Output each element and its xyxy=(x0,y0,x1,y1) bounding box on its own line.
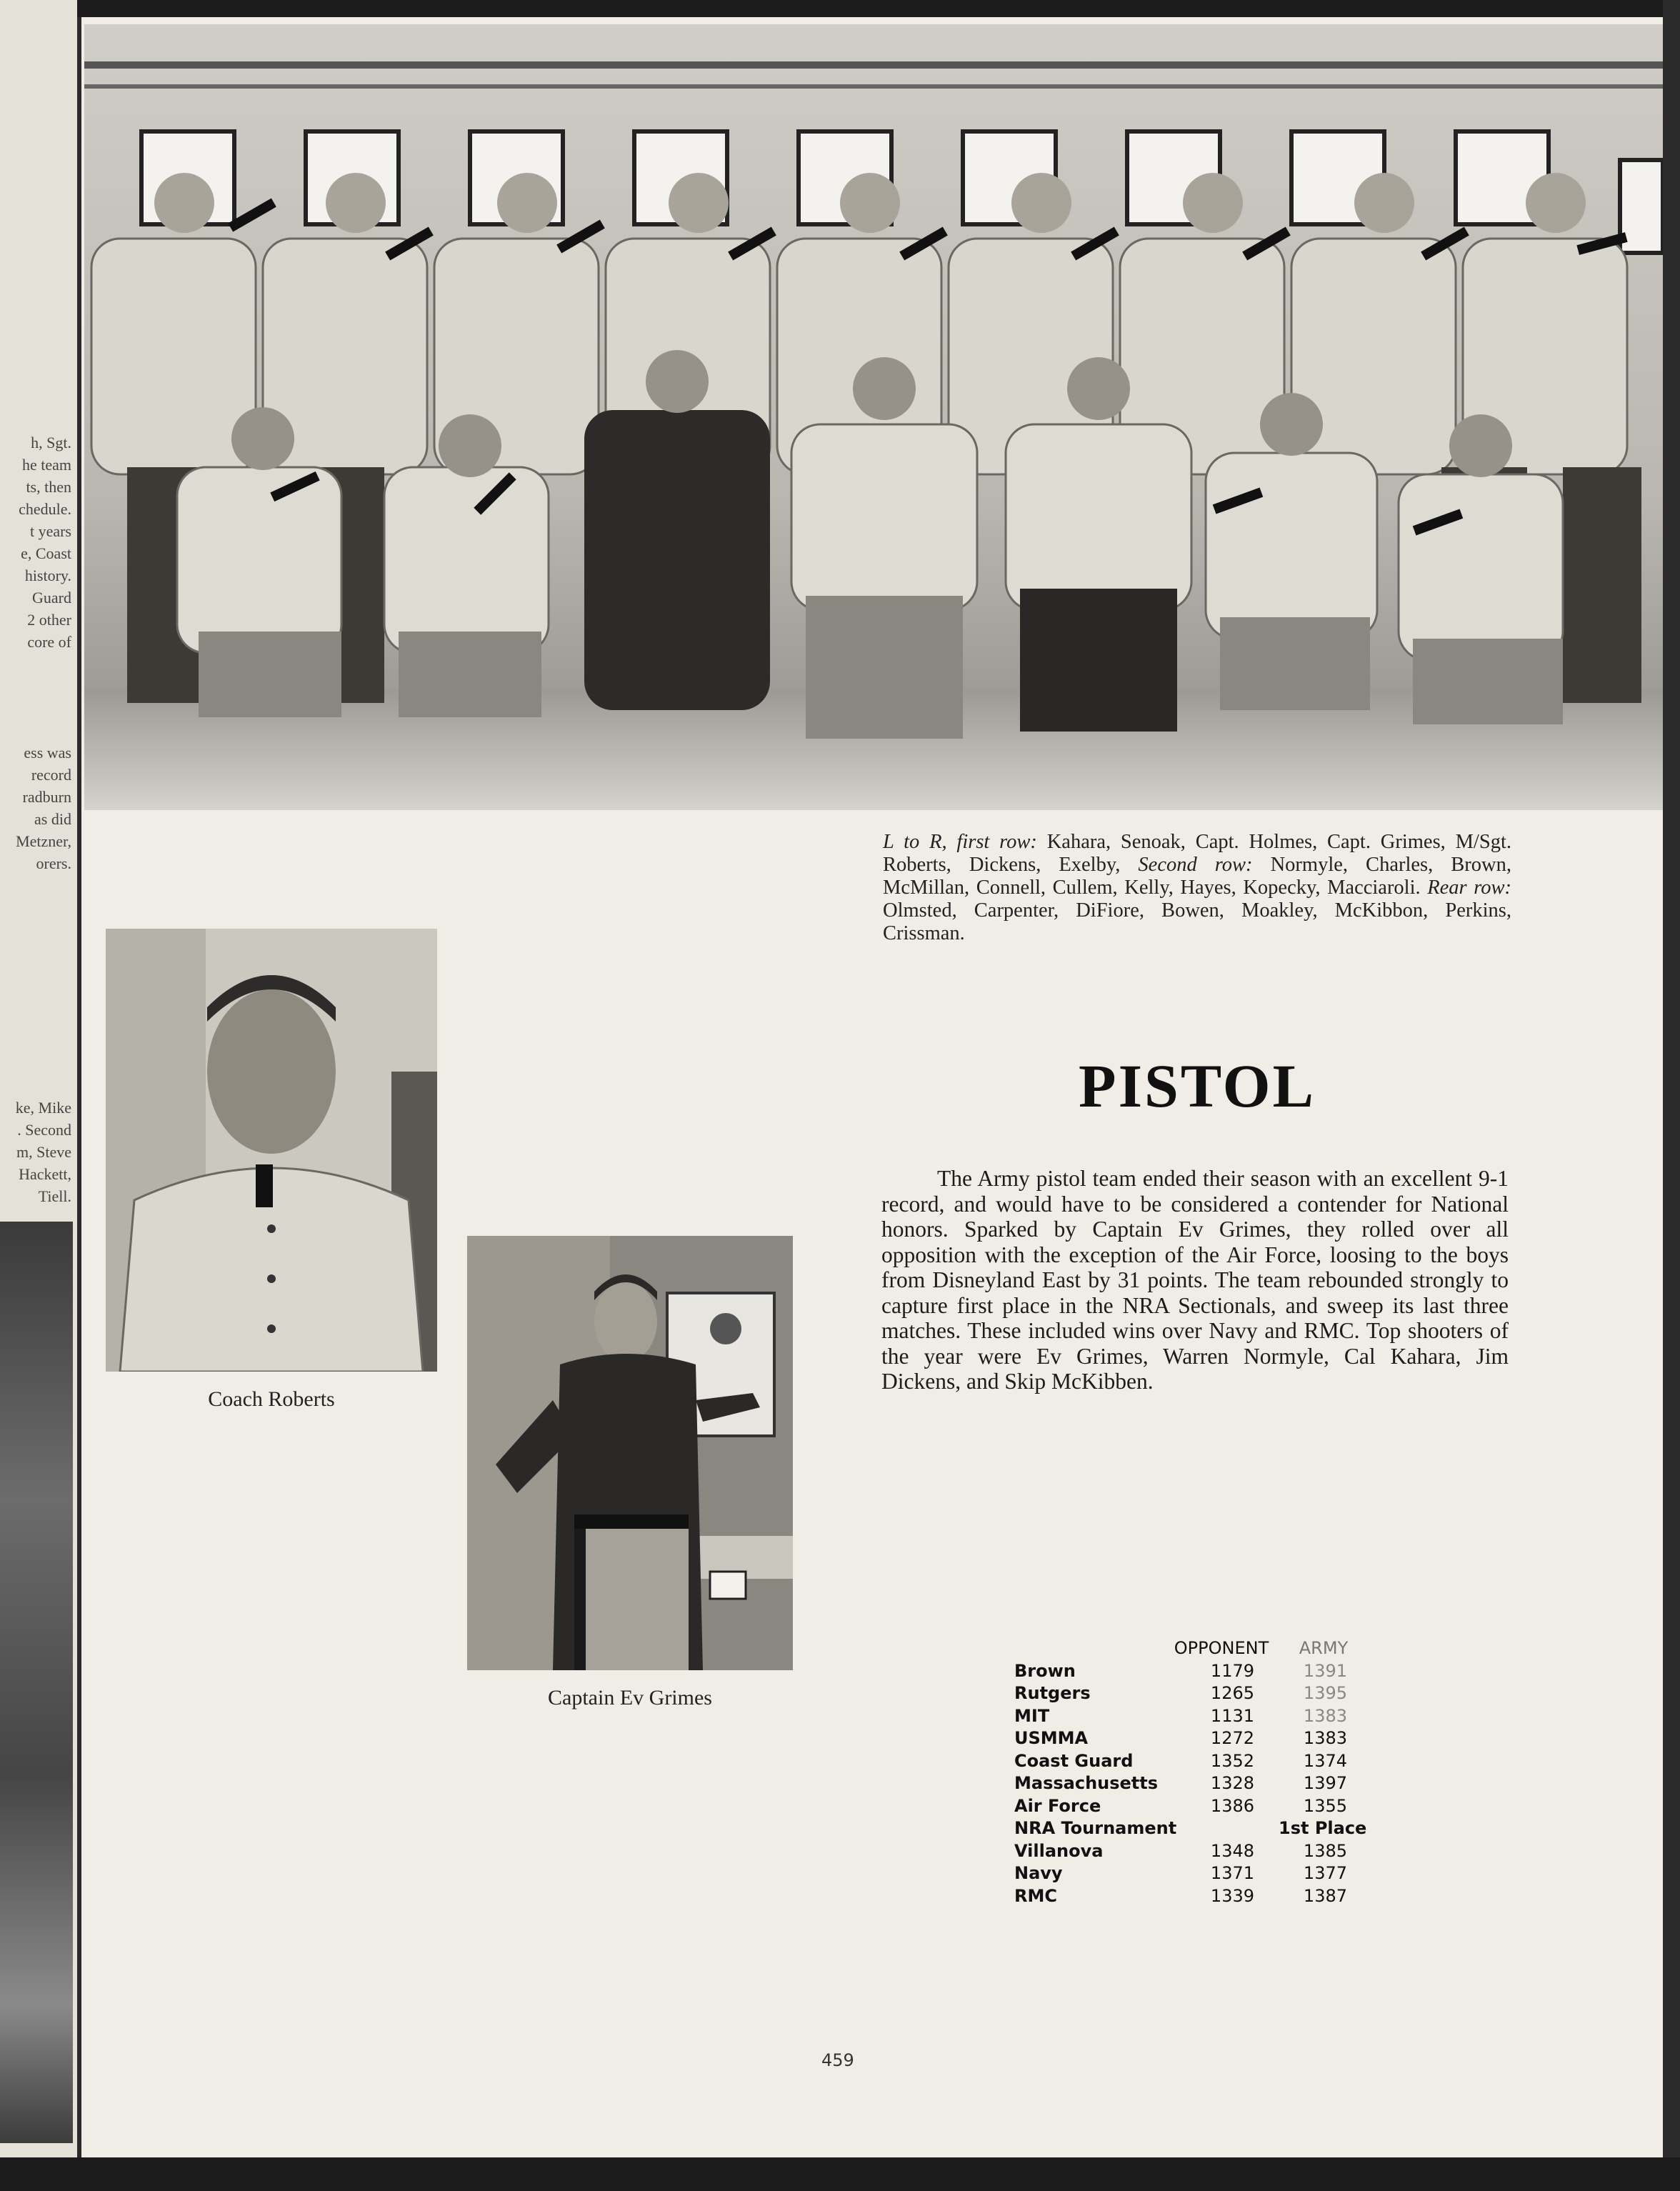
caption-first-row-label: L to R, first row: xyxy=(883,831,1037,853)
results-team-name: Air Force xyxy=(1014,1795,1101,1816)
results-row xyxy=(1014,1660,1386,1683)
caption-rear-row-names: Olmsted, Carpenter, DiFiore, Bowen, Moakley, McKibbon, Perkins, Crissman. xyxy=(883,899,1511,944)
caption-rear-row-label: Rear row: xyxy=(1427,877,1511,899)
prev-page-line: ke, Mike xyxy=(15,1099,71,1117)
prev-page-text-block-3 xyxy=(16,1097,71,1207)
results-army-score: 1391 xyxy=(1303,1660,1347,1681)
prev-page-line: ts, then xyxy=(26,478,71,496)
prev-page-line: as did xyxy=(34,810,71,828)
results-opponent-score: 1131 xyxy=(1210,1705,1254,1726)
results-team-name: Coast Guard xyxy=(1014,1750,1134,1771)
prev-page-line: Tiell. xyxy=(38,1187,71,1205)
results-opponent-score: 1265 xyxy=(1210,1683,1254,1703)
results-army-score: 1395 xyxy=(1303,1683,1347,1703)
article-body: The Army pistol team ended their season with an excellent 9-1 record, and would have to be considered a contender for National honors. Sparked by Captain Ev Grimes, they rolled over all opposition with the exception of the Air Force, loosing to the boys from Disneyland East by 31 points. The team rebounded strongly to capture first place in the NRA Sectionals, and sweep its last three matches. These included wins over Navy and RMC. Top shooters of the year were Ev Grimes, Warren Normyle, Cal Kahara, Jim Dickens, and Skip McKibben. xyxy=(881,1166,1509,1394)
prev-page-line: Metzner, xyxy=(16,832,71,850)
prev-page-line: h, Sgt. xyxy=(31,434,71,451)
page-title: PISTOL xyxy=(1079,1052,1316,1120)
prev-page-photo xyxy=(0,1222,73,2143)
prev-page-line: core of xyxy=(27,633,71,651)
season-results-table xyxy=(1014,1637,1386,1907)
results-row xyxy=(1014,1885,1386,1908)
results-opponent-score: 1339 xyxy=(1210,1885,1254,1906)
header-opponent: OPPONENT xyxy=(1174,1638,1269,1658)
page-edge-right xyxy=(1663,0,1680,2191)
results-army-score: 1377 xyxy=(1303,1863,1347,1883)
prev-page-line: Guard xyxy=(32,589,71,607)
results-row xyxy=(1014,1795,1386,1818)
results-opponent-score: 1371 xyxy=(1210,1863,1254,1883)
results-opponent-score: 1328 xyxy=(1210,1773,1254,1793)
page-edge-bottom xyxy=(0,2157,1680,2191)
results-army-score: 1383 xyxy=(1303,1705,1347,1726)
team-group-photo xyxy=(84,24,1663,810)
prev-page-line: ess was xyxy=(24,744,71,762)
prev-page-line: history. xyxy=(24,567,71,584)
results-opponent-score: 1272 xyxy=(1210,1728,1254,1748)
prev-page-line: 2 other xyxy=(27,611,71,629)
results-army-score: 1397 xyxy=(1303,1773,1347,1793)
results-team-name: Brown xyxy=(1014,1660,1076,1681)
caption-second-row-names: Normyle, Charles, Brown, McMillan, Connell, Cullem, Kelly, Hayes, Kopecky, Macciaroli. xyxy=(883,854,1511,899)
prev-page-text-block-1 xyxy=(19,431,71,653)
prev-page-text-block-2 xyxy=(16,742,71,874)
results-row xyxy=(1014,1682,1386,1705)
results-row xyxy=(1014,1862,1386,1885)
prev-page-line: e, Coast xyxy=(21,544,71,562)
results-team-name: Massachusetts xyxy=(1014,1773,1159,1793)
coach-caption: Coach Roberts xyxy=(208,1387,335,1411)
results-army-score: 1355 xyxy=(1303,1795,1347,1816)
results-army-score: 1385 xyxy=(1303,1840,1347,1861)
prev-page-line: Hackett, xyxy=(19,1165,71,1183)
results-row xyxy=(1014,1705,1386,1728)
results-army-score: 1387 xyxy=(1303,1885,1347,1906)
results-opponent-score: 1386 xyxy=(1210,1795,1254,1816)
prev-page-line: orers. xyxy=(36,854,71,872)
prev-page-line: chedule. xyxy=(19,500,71,518)
results-team-name: USMMA xyxy=(1014,1728,1089,1748)
prev-page-line: radburn xyxy=(22,788,71,806)
results-army-score: 1383 xyxy=(1303,1728,1347,1748)
team-photo-caption xyxy=(883,831,1511,945)
results-team-name: Rutgers xyxy=(1014,1683,1091,1703)
prev-page-line: m, Steve xyxy=(16,1143,71,1161)
caption-second-row-label: Second row: xyxy=(1138,854,1253,876)
prev-page-line: he team xyxy=(21,456,71,474)
prev-page-line: t years xyxy=(29,522,71,540)
captain-caption: Captain Ev Grimes xyxy=(548,1686,712,1710)
prev-page-line: record xyxy=(31,766,71,784)
results-header-row xyxy=(1014,1637,1386,1660)
results-row xyxy=(1014,1727,1386,1750)
tournament-name: NRA Tournament xyxy=(1014,1818,1177,1838)
captain-portrait-photo xyxy=(467,1236,793,1670)
coach-portrait-photo xyxy=(106,929,437,1372)
results-row xyxy=(1014,1772,1386,1795)
results-opponent-score: 1179 xyxy=(1210,1660,1254,1681)
header-army: ARMY xyxy=(1299,1638,1349,1658)
results-team-name: Villanova xyxy=(1014,1840,1104,1861)
results-opponent-score: 1352 xyxy=(1210,1750,1254,1771)
results-opponent-score: 1348 xyxy=(1210,1840,1254,1861)
tournament-result: 1st Place xyxy=(1279,1818,1367,1838)
results-team-name: RMC xyxy=(1014,1885,1057,1906)
previous-page-strip xyxy=(0,0,77,2191)
results-row xyxy=(1014,1840,1386,1863)
results-army-score: 1374 xyxy=(1303,1750,1347,1771)
results-team-name: Navy xyxy=(1014,1863,1063,1883)
results-row xyxy=(1014,1750,1386,1773)
results-row-tournament xyxy=(1014,1817,1386,1840)
caption-first-row-names: Kahara, Senoak, Capt. Holmes, Capt. Grimes, M/Sgt. Roberts, Dickens, Exelby, xyxy=(883,831,1511,876)
page-number: 459 xyxy=(821,2050,854,2070)
results-team-name: MIT xyxy=(1014,1705,1050,1726)
prev-page-line: . Second xyxy=(17,1121,71,1139)
